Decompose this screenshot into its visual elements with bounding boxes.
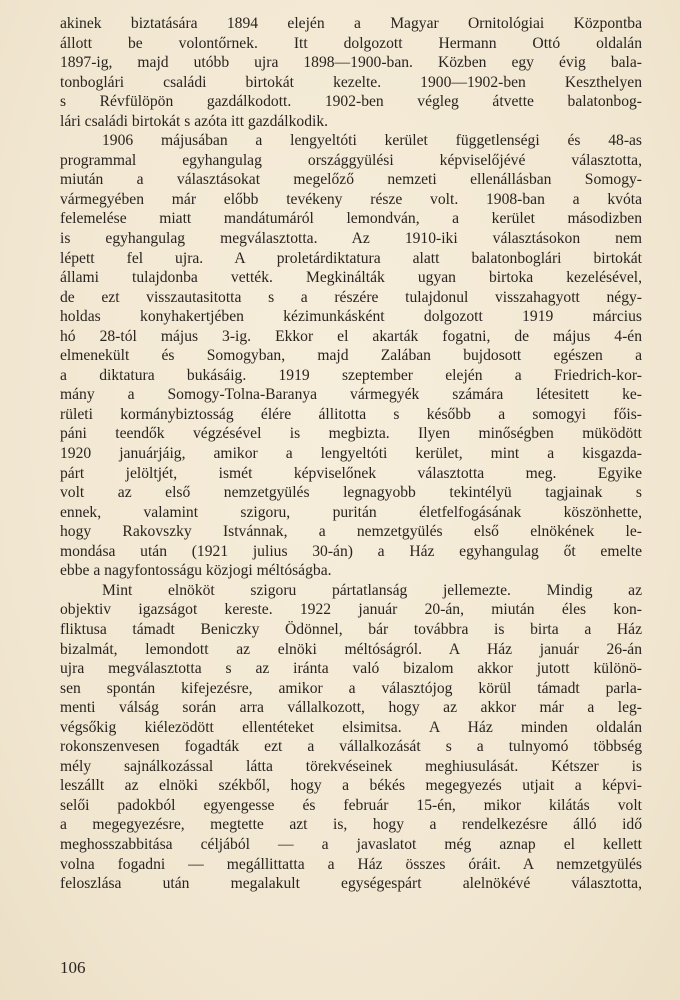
text-line: rokonszenvesen fogadták ezt a vállalkozását s a tulnyomó többség	[60, 738, 642, 756]
text-line: rületi kormánybiztosság élére állitotta s később a somogyi főis-	[60, 405, 642, 423]
text-line: akinek biztatására 1894 elején a Magyar Ornitológiai Központba	[60, 15, 642, 32]
text-line: a diktatura bukásáig. 1919 szeptember elején a Friedrich-kor-	[60, 366, 642, 384]
text-line: lári családi birtokát s azóta itt gazdálkodik.	[60, 112, 329, 130]
text-line: a megegyezésre, megtette azt is, hogy a rendelkezésre álló idő	[60, 816, 642, 834]
text-line: volt az első nemzetgyülés legnagyobb tekintélyü tagjainak s	[60, 484, 642, 502]
text-line: állami tulajdonba vették. Megkinálták ugyan birtoka kezelésével,	[60, 269, 642, 287]
text-line: mély sajnálkozással látta törekvéseinek meghiusulását. Kétszer is	[60, 757, 642, 775]
text-line: volna fogadni — megállittatta a Ház összes óráit. A nemzetgyülés	[60, 855, 642, 873]
text-line: programmal egyhangulag országgyülési képviselőjévé választotta,	[60, 151, 642, 169]
text-line: állott be volontőrnek. Itt dolgozott Hermann Ottó oldalán	[60, 34, 642, 52]
text-line: objektiv igazságot kereste. 1922 január 20-án, miután éles kon-	[60, 601, 642, 619]
text-line: párt jelöltjét, ismét képviselőnek választotta meg. Egyike	[60, 464, 642, 482]
text-line: ujra megválasztotta s az iránta való bizalom akkor jutott különö-	[60, 660, 642, 678]
text-line: menti válság során arra vállalkozott, hogy az akkor már a leg-	[60, 699, 642, 717]
text-line: felemelése miatt mandátumáról lemondván, a kerület másodizben	[60, 210, 642, 228]
body-text	[60, 14, 642, 894]
text-line: holdas konyhakertjében kézimunkásként dolgozott 1919 március	[60, 308, 642, 326]
text-line: ennek, valamint szigoru, puritán életfelfogásának köszönhette,	[60, 503, 642, 521]
text-line: miután a választásokat megelőző nemzeti ellenállásban Somogy-	[60, 171, 642, 189]
text-line: végsőkig kiélezödött ellentéteket elsimitsa. A Ház minden oldalán	[60, 718, 642, 736]
text-line: mány a Somogy-Tolna-Baranya vármegyék számára létesitett ke-	[60, 386, 642, 404]
text-line: bizalmát, lemondott az elnöki méltóságról. A Ház január 26-án	[60, 640, 642, 658]
text-line: hó 28-tól május 3-ig. Ekkor el akarták fogatni, de május 4-én	[60, 327, 642, 345]
text-line: selői padokból egyengesse és február 15-én, mikor kilátás volt	[60, 796, 642, 814]
text-line: meghosszabbitása céljából — a javaslatot még aznap el kellett	[60, 835, 642, 853]
text-line: mondása után (1921 julius 30-án) a Ház egyhangulag őt emelte	[60, 542, 642, 560]
text-line: de ezt visszautasitotta s a részére tulajdonul visszahagyott négy-	[60, 288, 642, 306]
paragraph-start-line: 1906 májusában a lengyeltóti kerület függetlenségi és 48-as	[102, 132, 642, 150]
text-line: elmenekült és Somogyban, majd Zalában bujdosott egészen a	[60, 347, 642, 365]
text-line: vármegyében már előbb tevékeny része volt. 1908-ban a kvóta	[60, 190, 642, 208]
text-line: hogy Rakovszky Istvánnak, a nemzetgyülés első elnökének le-	[60, 523, 642, 541]
text-line: fliktusa támadt Beniczky Ödönnel, bár továbbra is birta a Ház	[60, 620, 642, 638]
page-number: 106	[60, 958, 86, 977]
paragraph-start-line: Mint elnököt szigoru pártatlanság jellemezte. Mindig az	[102, 581, 642, 599]
text-line: leszállt az elnöki székből, hogy a békés megegyezés utjait a képvi-	[60, 777, 642, 795]
text-line: is egyhangulag megválasztotta. Az 1910-iki választásokon nem	[60, 230, 642, 248]
text-line: sen spontán kifejezésre, amikor a választójog körül támadt parla-	[60, 679, 642, 697]
text-line: lépett fel ujra. A proletárdiktatura alatt balatonboglári birtokát	[60, 249, 642, 267]
text-line: ebbe a nagyfontosságu közjogi méltóságba.	[60, 562, 332, 580]
text-line: 1920 januárjáig, amikor a lengyeltóti kerület, mint a kisgazda-	[60, 445, 642, 463]
text-line: feloszlása után megalakult egységespárt alelnökévé választotta,	[60, 875, 642, 893]
text-line: s Révfülöpön gazdálkodott. 1902-ben végleg átvette balatonbog-	[60, 93, 642, 111]
text-line: 1897-ig, majd utóbb ujra 1898—1900-ban. Közben egy évig bala-	[60, 54, 642, 72]
text-line: tonboglári családi birtokát kezelte. 1900—1902-ben Keszthelyen	[60, 73, 642, 91]
text-line: páni teendők végzésével is megbizta. Ilyen minőségben müködött	[60, 425, 642, 443]
